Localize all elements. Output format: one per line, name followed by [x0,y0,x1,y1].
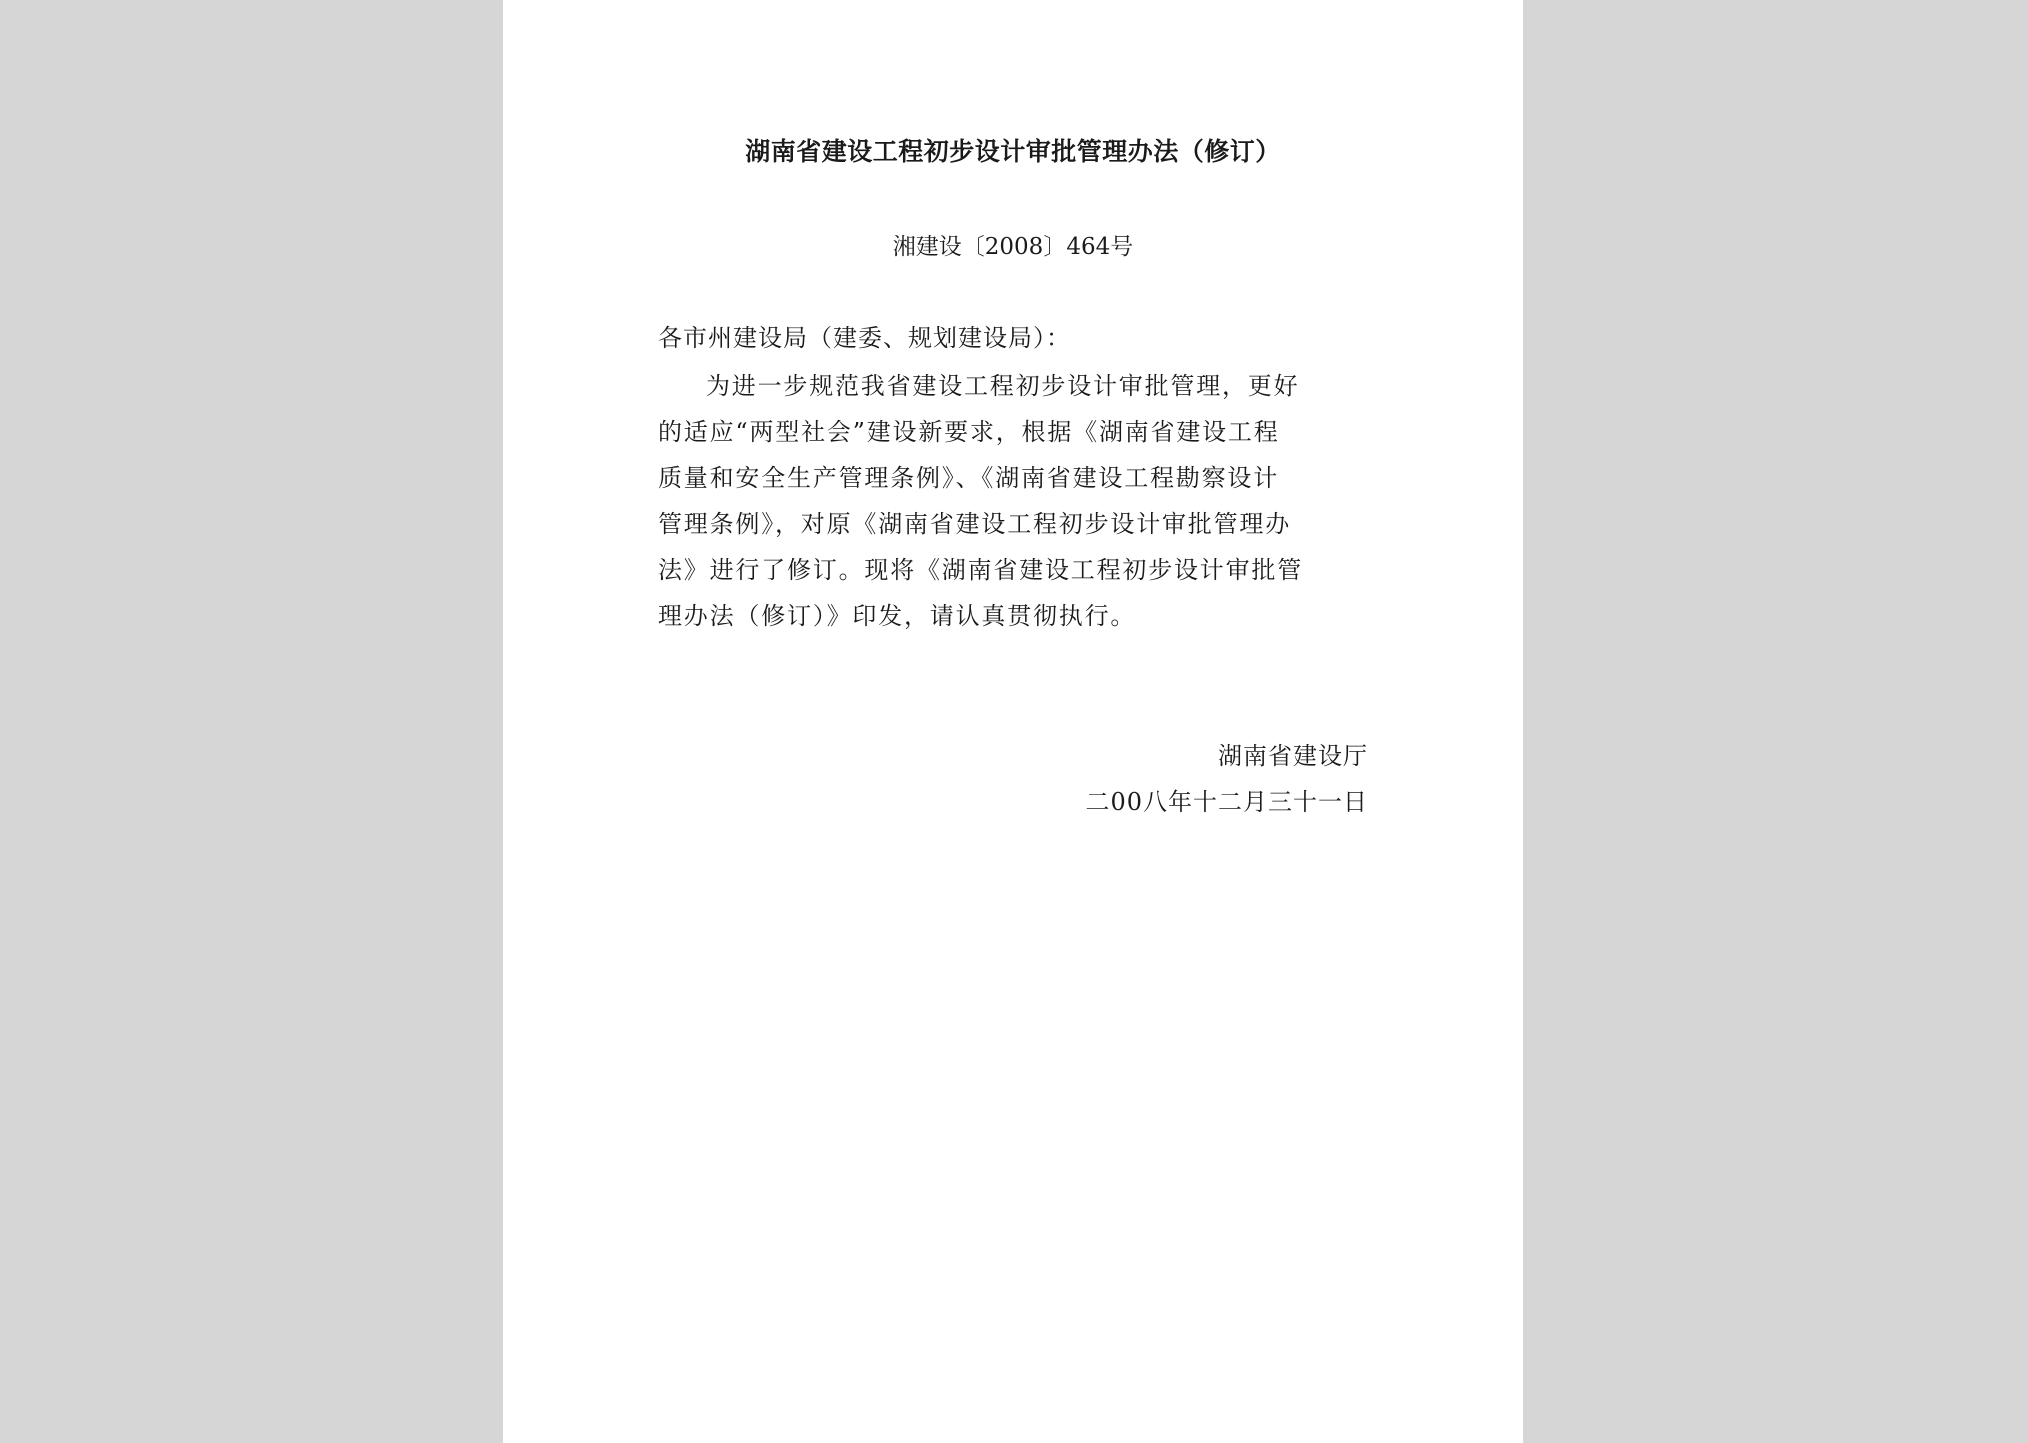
issue-date: 二00八年十二月三十一日 [1085,788,1368,816]
addressee: 各市州建设局（建委、规划建设局）： [658,324,1071,352]
body-line: 法》进行了修订。现将《湖南省建设工程初步设计审批管 [658,556,1303,584]
body-line: 质量和安全生产管理条例》、《湖南省建设工程勘察设计 [658,464,1279,492]
document-page [503,0,1523,1443]
body-line: 为进一步规范我省建设工程初步设计审批管理，更好 [706,372,1300,400]
document-number: 湘建设〔2008〕464号 [892,234,1134,260]
body-line: 的适应“两型社会”建设新要求，根据《湖南省建设工程 [658,418,1280,446]
body-line: 理办法（修订）》印发，请认真贯彻执行。 [658,602,1137,630]
document-title: 湖南省建设工程初步设计审批管理办法（修订） [745,137,1281,166]
body-line: 管理条例》，对原《湖南省建设工程初步设计审批管理办 [658,510,1291,538]
issuer: 湖南省建设厅 [1218,742,1368,770]
